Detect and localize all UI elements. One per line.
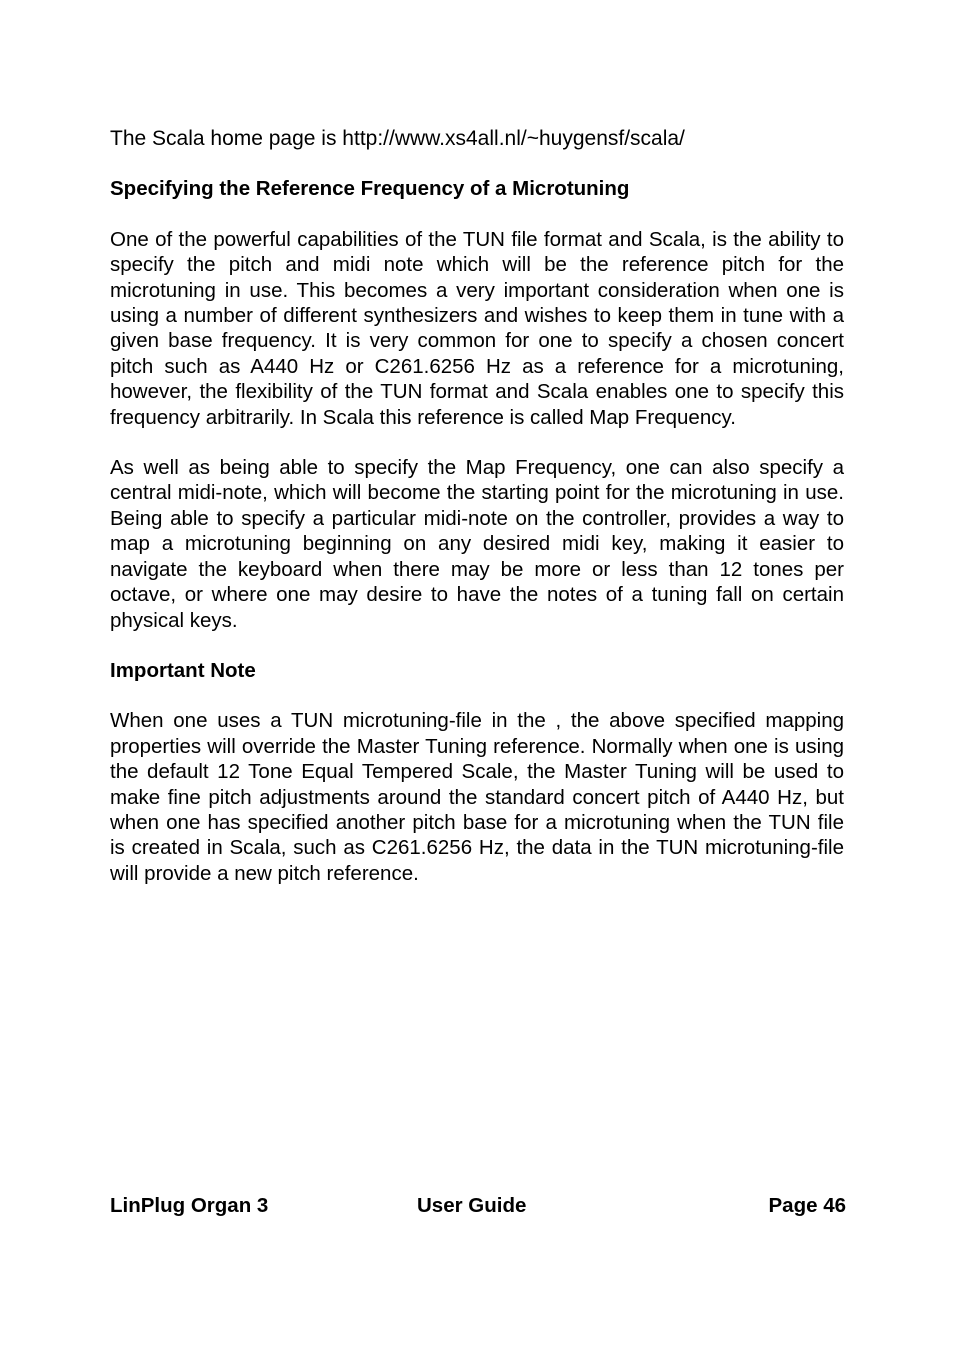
footer-page-number: Page 46 xyxy=(768,1194,846,1217)
paragraph-reference-pitch: One of the powerful capabilities of the TUN file format and Scala, is the ability to specify the pitch and midi note which will be the reference pitch for the microtuning in use. This becomes a very important consideration when one is using a number of different synthesizers and wishes to keep them in tune with a given base frequency. It is very common for one to specify a chosen concert pitch such as A440 Hz or C261.6256 Hz as a reference for a microtuning, however, the flexibility of the TUN format and Scala enables one to specify this frequency arbitrarily. In Scala this reference is called Map Frequency. xyxy=(110,227,844,429)
scala-home-page-line: The Scala home page is http://www.xs4all.nl/~huygensf/scala/ xyxy=(110,127,685,150)
page-footer xyxy=(110,1192,846,1220)
paragraph-master-tuning: When one uses a TUN microtuning-file in the , the above specified mapping properties will override the Master Tuning reference. Normally when one is using the default 12 Tone Equal Tempered Scale, the Master Tuning will be used to make fine pitch adjustments around the standard concert pitch of A440 Hz, but when one has specified another pitch base for a microtuning when the TUN file is created in Scala, such as C261.6256 Hz, the data in the TUN microtuning-file will provide a new pitch reference. xyxy=(110,709,844,885)
section-heading-reference-frequency: Specifying the Reference Frequency of a Microtuning xyxy=(110,177,630,201)
paragraph-central-midi-note: As well as being able to specify the Map Frequency, one can also specify a central midi-note, which will become the starting point for the microtuning in use. Being able to specify a particular midi-note on the controller, provides a way to map a microtuning beginning on any desired midi key, making it easier to navigate the keyboard when there may be more or less than 12 tones per octave, or where one may desire to have the notes of a tuning fall on certain physical keys. xyxy=(110,456,844,632)
document-body xyxy=(110,126,844,911)
section-heading-important-note: Important Note xyxy=(110,658,256,682)
footer-guide-title: User Guide xyxy=(417,1194,527,1217)
footer-product-name: LinPlug Organ 3 xyxy=(110,1194,269,1217)
